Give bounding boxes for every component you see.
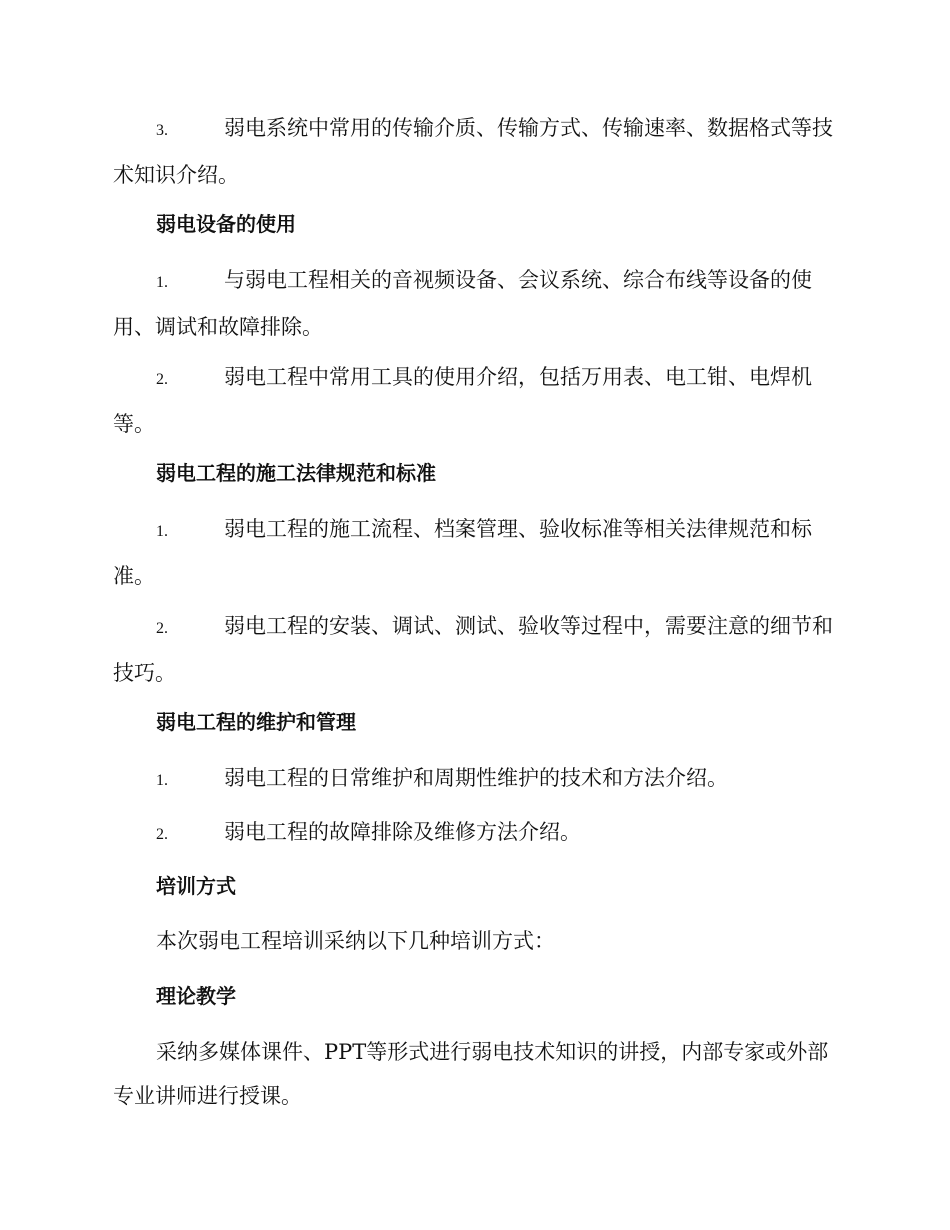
item-text: 弱电工程的日常维护和周期性维护的技术和方法介绍。 [224,766,728,790]
item-text: 弱电工程的故障排除及维修方法介绍。 [224,820,581,844]
section-heading: 弱电设备的使用 [156,212,296,236]
list-item [113,355,833,446]
item-number: 2. [156,620,168,637]
list-item [113,106,833,197]
item-number: 2. [156,371,168,388]
item-number: 2. [156,826,168,843]
item-number: 3. [156,122,168,139]
section-heading: 弱电工程的维护和管理 [156,710,356,734]
item-text: 弱电工程中常用工具的使用介绍，包括万用表、电工钳、电焊机等。 [113,365,812,436]
item-text: 弱电工程的安装、调试、测试、验收等过程中，需要注意的细节和技巧。 [113,614,833,685]
paragraph: 采纳多媒体课件、PPT等形式进行弱电技术知识的讲授，内部专家或外部专业讲师进行授课。 [113,1040,829,1108]
list-item [113,258,833,349]
item-text: 弱电工程的施工流程、档案管理、验收标准等相关法律规范和标准。 [113,517,812,588]
list-item [113,507,833,598]
section-heading: 弱电工程的施工法律规范和标准 [156,461,436,485]
section-heading: 培训方式 [156,874,236,898]
item-text: 弱电系统中常用的传输介质、传输方式、传输速率、数据格式等技术知识介绍。 [113,116,833,187]
item-number: 1. [156,274,168,291]
paragraph: 本次弱电工程培训采纳以下几种培训方式： [156,929,555,953]
item-number: 1. [156,772,168,789]
item-number: 1. [156,523,168,540]
section-heading: 理论教学 [156,984,236,1008]
list-item [113,604,833,695]
list-item [113,756,833,803]
list-item [113,810,833,857]
item-text: 与弱电工程相关的音视频设备、会议系统、综合布线等设备的使用、调试和故障排除。 [113,268,812,339]
